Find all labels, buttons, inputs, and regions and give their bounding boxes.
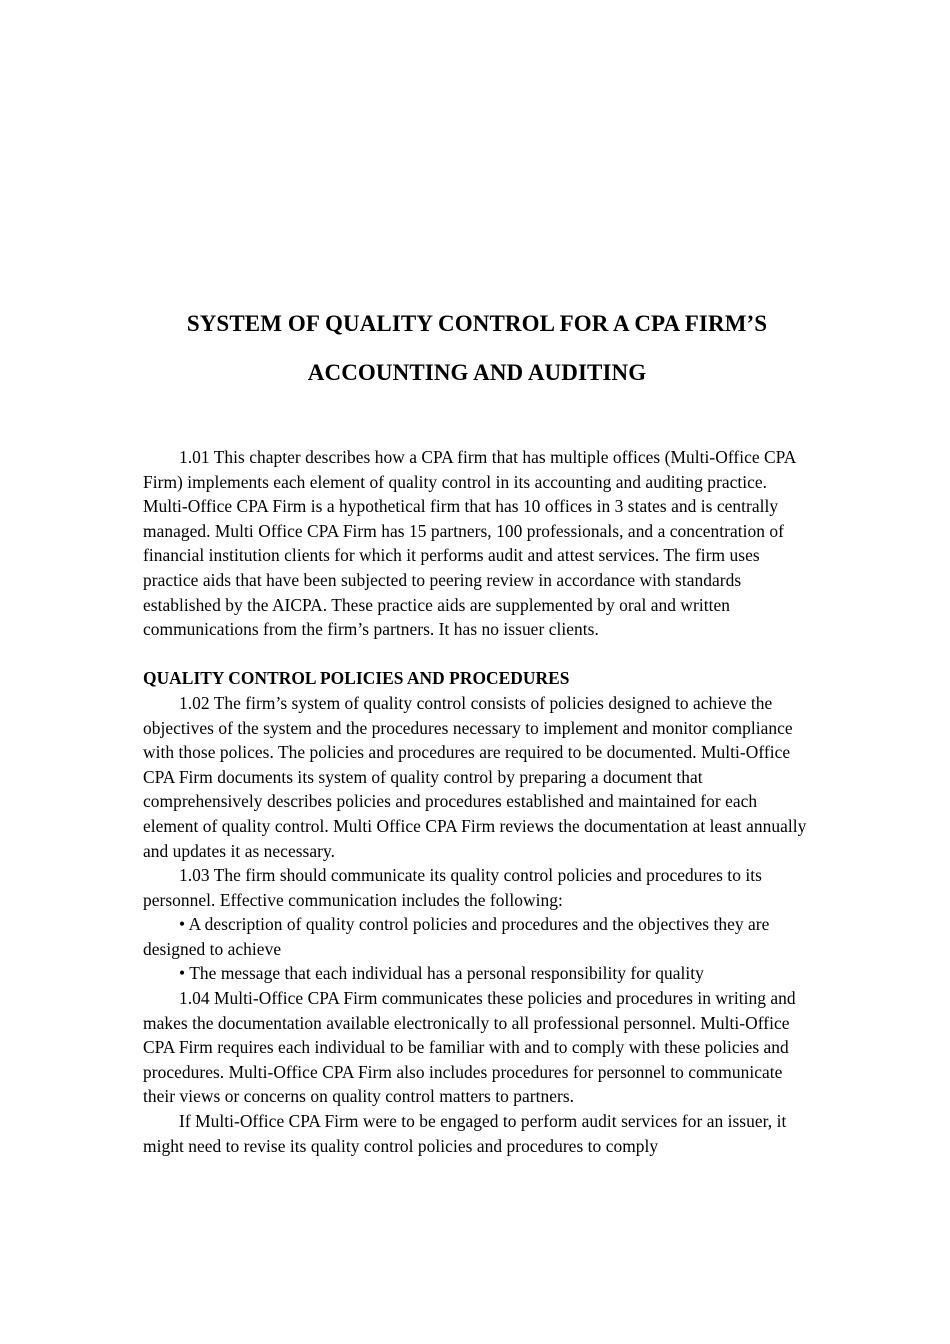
bullet-item-1 — [143, 912, 811, 961]
bullet-item-1-label: A description of quality control policies and procedures and the objectives they are designed to achieve — [143, 914, 770, 959]
document-text-column — [143, 0, 811, 1158]
document-title-block — [143, 0, 811, 397]
title-body-spacer — [143, 397, 811, 445]
paragraph-issuer-note: If Multi-Office CPA Firm were to be engaged to perform audit services for an issuer, it might need to revise its quality control policies and procedures to comply — [143, 1111, 787, 1156]
section-heading-quality-control-policies: QUALITY CONTROL POLICIES AND PROCEDURES — [143, 668, 570, 689]
paragraph-1-03: 1.03 The firm should communicate its quality control policies and procedures to its personnel. Effective communication includes the following: — [143, 865, 762, 910]
page-title-line-1: SYSTEM OF QUALITY CONTROL FOR A CPA FIRM’S — [186, 311, 768, 336]
page-title-line-2: ACCOUNTING AND AUDITING — [307, 360, 647, 385]
bullet-icon: • — [179, 963, 186, 984]
paragraph-1-04: 1.04 Multi-Office CPA Firm communicates these policies and procedures in writing and makes the documentation available electronically to all professional personnel. Multi-Office CPA Firm requires each individual to be familiar with and to comply with these policies and procedures. Multi-Office CPA Firm also includes procedures for personnel to communicate their views or concerns on quality control matters to partners. — [143, 988, 796, 1107]
page-title — [143, 299, 811, 397]
bullet-item-2 — [143, 961, 811, 986]
paragraph-1-02: 1.02 The firm’s system of quality control consists of policies designed to achieve the objectives of the system and the procedures necessary to implement and monitor compliance with those polices. The policies and procedures are required to be documented. Multi-Office CPA Firm documents its system of quality control by preparing a document that comprehensively describes policies and procedures established and maintained for each element of quality control. Multi Office CPA Firm reviews the documentation at least annually and updates it as necessary. — [143, 692, 807, 861]
bullet-icon: • — [179, 914, 186, 935]
paragraph-1-01: 1.01 This chapter describes how a CPA firm that has multiple offices (Multi-Office CPA Firm) implements each element of quality control in its accounting and auditing practice. Multi-Office CPA Firm is a hypothetical firm that has 10 offices in 3 states and is centrally managed. Multi Office CPA Firm has 15 partners, 100 professionals, and a concentration of financial institution clients for which it performs audit and attest services. The firm uses practice aids that have been subjected to peering review in accordance with standards established by the AICPA. These practice aids are supplemented by oral and written communications from the firm’s partners. It has no issuer clients. — [143, 447, 796, 640]
paragraph-gap-before-heading — [143, 642, 811, 667]
bullet-item-2-label: The message that each individual has a personal responsibility for quality — [189, 963, 704, 984]
